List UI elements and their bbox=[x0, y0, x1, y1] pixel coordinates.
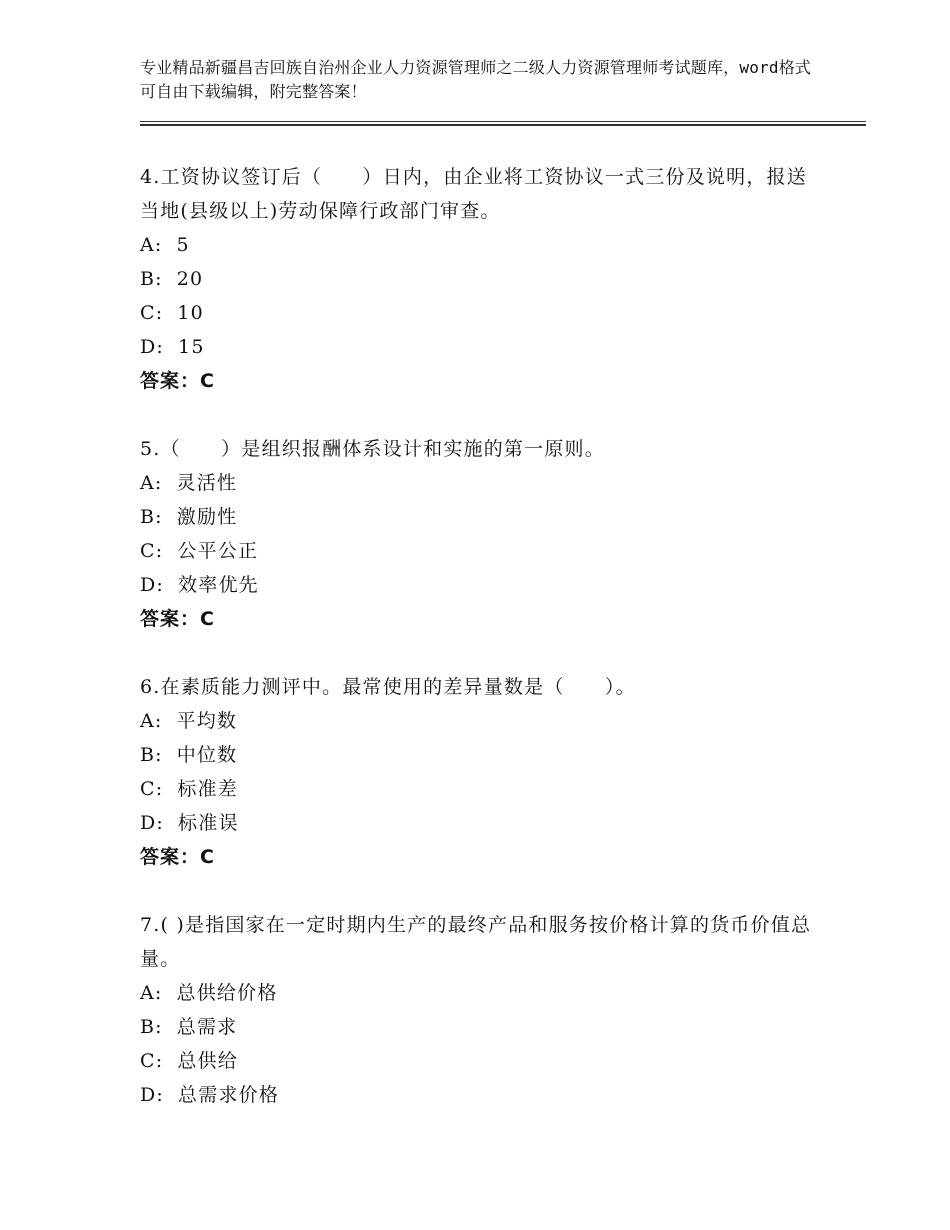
option-text: 总需求 bbox=[176, 1016, 238, 1038]
option-letter: C: bbox=[140, 540, 164, 562]
option-a bbox=[140, 466, 820, 500]
option-b bbox=[140, 1010, 820, 1044]
option-letter: B: bbox=[140, 744, 163, 766]
option-a bbox=[140, 228, 820, 262]
answer-label: 答案：C bbox=[140, 370, 215, 392]
option-c bbox=[140, 534, 820, 568]
option-letter: A: bbox=[140, 234, 163, 256]
option-d bbox=[140, 568, 820, 602]
question-text: 4.工资协议签订后（ ）日内，由企业将工资协议一式三份及说明，报送当地(县级以上)劳动保障行政部门审查。 bbox=[140, 166, 807, 222]
option-letter: D: bbox=[140, 336, 165, 358]
option-letter: A: bbox=[140, 710, 163, 732]
header-divider-thin-line bbox=[140, 121, 866, 122]
option-c bbox=[140, 296, 820, 330]
option-b bbox=[140, 500, 820, 534]
option-text: 平均数 bbox=[176, 710, 238, 732]
option-letter: C: bbox=[140, 1050, 164, 1072]
option-text: 标准差 bbox=[177, 778, 238, 800]
document-header: 专业精品新疆昌吉回族自治州企业人力资源管理师之二级人力资源管理师考试题库，word格式可自由下载编辑，附完整答案！ bbox=[140, 58, 812, 101]
option-c bbox=[140, 1044, 820, 1078]
option-text: 20 bbox=[176, 268, 204, 290]
option-text: 总供给价格 bbox=[176, 982, 278, 1004]
option-letter: B: bbox=[140, 1016, 163, 1038]
question-6 bbox=[140, 670, 820, 874]
option-text: 激励性 bbox=[176, 506, 238, 528]
option-letter: A: bbox=[140, 472, 163, 494]
option-text: 公平公正 bbox=[177, 540, 259, 562]
option-a bbox=[140, 976, 820, 1010]
option-letter: A: bbox=[140, 982, 163, 1004]
header-divider bbox=[140, 121, 866, 126]
answer-label: 答案：C bbox=[140, 608, 215, 630]
question-text: 5.（ ）是组织报酬体系设计和实施的第一原则。 bbox=[140, 438, 605, 460]
option-letter: C: bbox=[140, 778, 164, 800]
option-letter: B: bbox=[140, 268, 163, 290]
option-text: 总需求价格 bbox=[178, 1084, 280, 1106]
option-text: 灵活性 bbox=[176, 472, 238, 494]
option-text: 15 bbox=[178, 336, 205, 358]
option-c bbox=[140, 772, 820, 806]
option-letter: B: bbox=[140, 506, 163, 528]
option-text: 总供给 bbox=[177, 1050, 238, 1072]
question-text: 7.( )是指国家在一定时期内生产的最终产品和服务按价格计算的货币价值总量。 bbox=[140, 914, 812, 970]
option-text: 效率优先 bbox=[178, 574, 259, 596]
option-text: 5 bbox=[176, 234, 190, 256]
header-divider-thick-line bbox=[140, 124, 866, 126]
answer-label: 答案：C bbox=[140, 846, 215, 868]
option-letter: C: bbox=[140, 302, 164, 324]
option-d bbox=[140, 330, 820, 364]
option-text: 10 bbox=[177, 302, 204, 324]
option-d bbox=[140, 806, 820, 840]
question-7 bbox=[140, 908, 820, 1112]
option-letter: D: bbox=[140, 812, 165, 834]
option-text: 中位数 bbox=[176, 744, 238, 766]
option-d bbox=[140, 1078, 820, 1112]
question-text: 6.在素质能力测评中。最常使用的差异量数是（ ）。 bbox=[140, 676, 636, 698]
question-5 bbox=[140, 432, 820, 636]
question-list bbox=[140, 160, 820, 1146]
option-a bbox=[140, 704, 820, 738]
option-text: 标准误 bbox=[178, 812, 239, 834]
option-letter: D: bbox=[140, 574, 165, 596]
option-letter: D: bbox=[140, 1084, 165, 1106]
question-4 bbox=[140, 160, 820, 398]
option-b bbox=[140, 262, 820, 296]
option-b bbox=[140, 738, 820, 772]
